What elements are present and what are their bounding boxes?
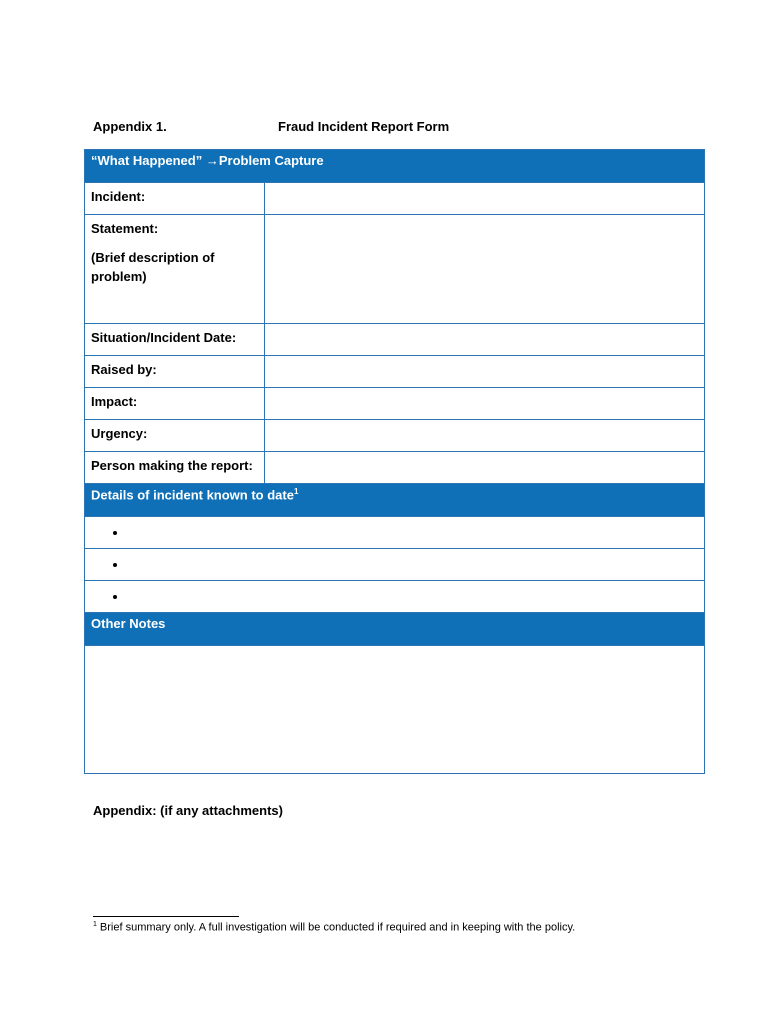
- page-heading: [93, 119, 450, 134]
- problem-capture-header: [85, 150, 705, 183]
- date-field[interactable]: [265, 324, 705, 356]
- footnote: [93, 921, 575, 934]
- detail-bullet-field[interactable]: [85, 517, 705, 549]
- statement-field[interactable]: [265, 215, 705, 324]
- arrow-icon: →: [205, 153, 219, 168]
- incident-report-form: [84, 149, 705, 774]
- appendix-label: Appendix 1.: [93, 119, 167, 134]
- incident-label: Incident:: [85, 183, 265, 215]
- form-title: Fraud Incident Report Form: [278, 119, 450, 134]
- urgency-row: [85, 420, 705, 452]
- problem-capture-title: [85, 150, 705, 183]
- details-header: [85, 484, 705, 517]
- reporter-field[interactable]: [265, 452, 705, 484]
- header-suffix: Problem Capture: [218, 153, 324, 168]
- footnote-divider: [93, 916, 239, 917]
- other-notes-title: Other Notes: [85, 613, 705, 646]
- details-title: [85, 484, 705, 517]
- bullet-icon: [113, 595, 117, 599]
- statement-label: Statement:: [91, 221, 159, 236]
- incident-row: [85, 183, 705, 215]
- other-notes-header: [85, 613, 705, 646]
- reporter-row: [85, 452, 705, 484]
- urgency-label: Urgency:: [85, 420, 265, 452]
- detail-bullet-row: [85, 517, 705, 549]
- impact-row: [85, 388, 705, 420]
- details-header-text: Details of incident known to date: [91, 487, 294, 503]
- impact-label: Impact:: [85, 388, 265, 420]
- raised-by-field[interactable]: [265, 356, 705, 388]
- detail-bullet-field[interactable]: [85, 549, 705, 581]
- bullet-icon: [113, 531, 117, 535]
- footnote-ref: 1: [293, 487, 299, 496]
- date-label: Situation/Incident Date:: [85, 324, 265, 356]
- date-row: [85, 324, 705, 356]
- other-notes-field[interactable]: [85, 646, 705, 774]
- footnote-marker: 1: [93, 921, 97, 928]
- detail-bullet-row: [85, 581, 705, 613]
- statement-row: [85, 215, 705, 324]
- other-notes-row: [85, 646, 705, 774]
- detail-bullet-field[interactable]: [85, 581, 705, 613]
- header-prefix: “What Happened”: [91, 153, 206, 168]
- raised-by-label: Raised by:: [85, 356, 265, 388]
- statement-note: (Brief description of problem): [91, 250, 215, 284]
- detail-bullet-row: [85, 549, 705, 581]
- appendix-note: Appendix: (if any attachments): [93, 803, 283, 818]
- raised-by-row: [85, 356, 705, 388]
- reporter-label: Person making the report:: [85, 452, 265, 484]
- incident-field[interactable]: [265, 183, 705, 215]
- impact-field[interactable]: [265, 388, 705, 420]
- bullet-icon: [113, 563, 117, 567]
- urgency-field[interactable]: [265, 420, 705, 452]
- statement-label-cell: [85, 215, 265, 324]
- footnote-text: Brief summary only. A full investigation will be conducted if required and in keeping with the policy.: [99, 921, 576, 934]
